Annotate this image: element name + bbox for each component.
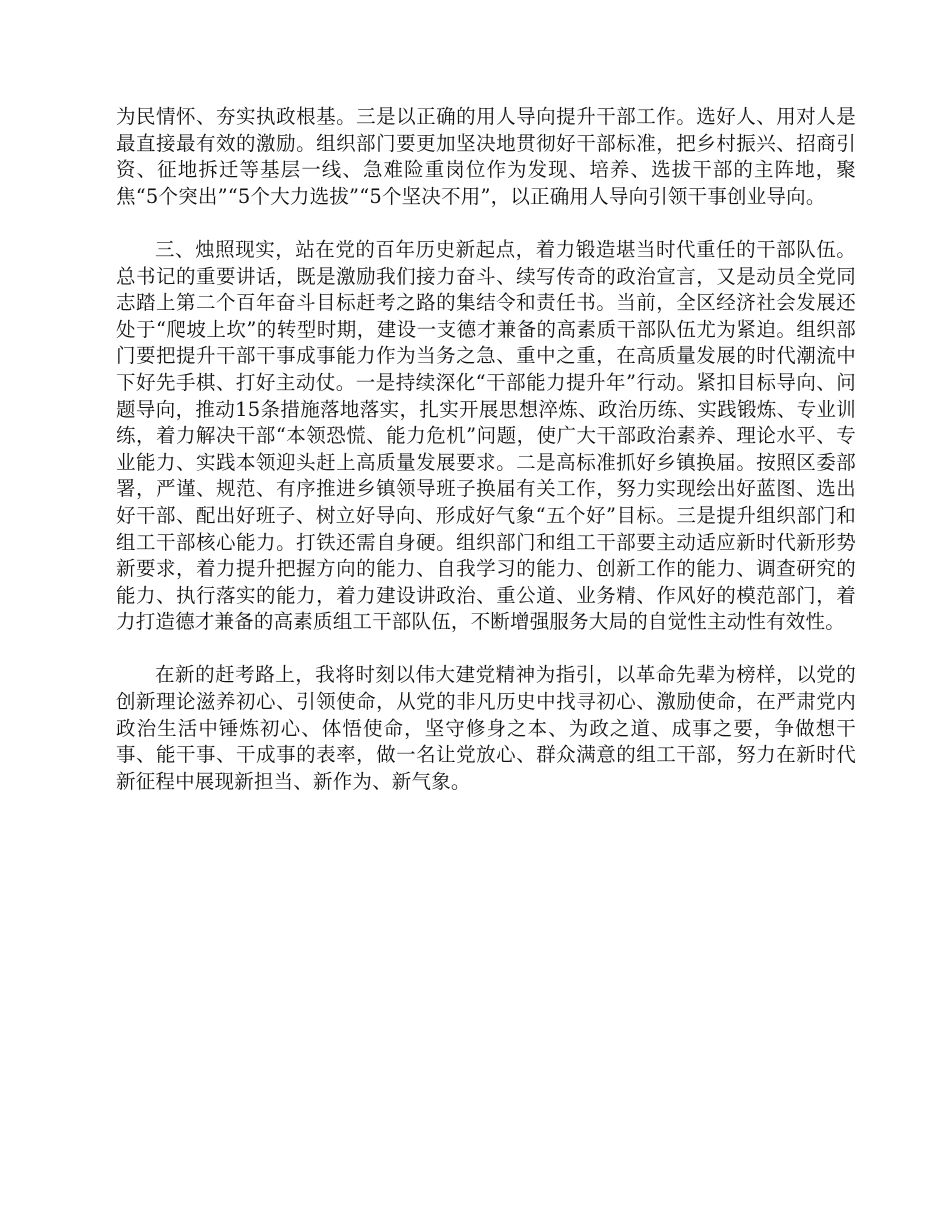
paragraph-conclusion: 在新的赶考路上，我将时刻以伟大建党精神为指引，以革命先辈为榜样，以党的创新理论滋养初心、引领使命，从党的非凡历史中找寻初心、激励使命，在严肃党内政治生活中锤炼初心、体悟使命，坚守修身之本、为政之道、成事之要，争做想干事、能干事、干成事的表率，做一名让党放心、群众满意的组工干部，努力在新时代新征程中展现新担当、新作为、新气象。 [116,663,856,793]
paragraph-continued: 为民情怀、夯实执政根基。三是以正确的用人导向提升干部工作。选好人、用对人是最直接最有效的激励。组织部门要更加坚决地贯彻好干部标准，把乡村振兴、招商引资、征地拆迁等基层一线、急难险重岗位作为发现、培养、选拔干部的主阵地，聚焦“5个突出”“5个大力选拔”“5个坚决不用”，以正确用人导向引领干事创业导向。 [116,105,856,208]
document-body [116,104,856,822]
paragraph-section-three: 三、烛照现实，站在党的百年历史新起点，着力锻造堪当时代重任的干部队伍。总书记的重要讲话，既是激励我们接力奋斗、续写传奇的政治宣言，又是动员全党同志踏上第二个百年奋斗目标赶考之路的集结令和责任书。当前，全区经济社会发展还处于“爬坡上坎”的转型时期，建设一支德才兼备的高素质干部队伍尤为紧迫。组织部门要把提升干部干事成事能力作为当务之急、重中之重，在高质量发展的时代潮流中下好先手棋、打好主动仗。一是持续深化“干部能力提升年”行动。紧扣目标导向、问题导向，推动15条措施落地落实，扎实开展思想淬炼、政治历练、实践锻炼、专业训练，着力解决干部“本领恐慌、能力危机”问题，使广大干部政治素养、理论水平、专业能力、实践本领迎头赶上高质量发展要求。二是高标准抓好乡镇换届。按照区委部署，严谨、规范、有序推进乡镇领导班子换届有关工作，努力实现绘出好蓝图、选出好干部、配出好班子、树立好导向、形成好气象“五个好”目标。三是提升组织部门和组工干部核心能力。打铁还需自身硬。组织部门和组工干部要主动适应新时代新形势新要求，着力提升把握方向的能力、自我学习的能力、创新工作的能力、调查研究的能力、执行落实的能力，着力建设讲政治、重公道、业务精、作风好的模范部门，着力打造德才兼备的高素质组工干部队伍，不断增强服务大局的自觉性主动性有效性。 [116,237,856,634]
